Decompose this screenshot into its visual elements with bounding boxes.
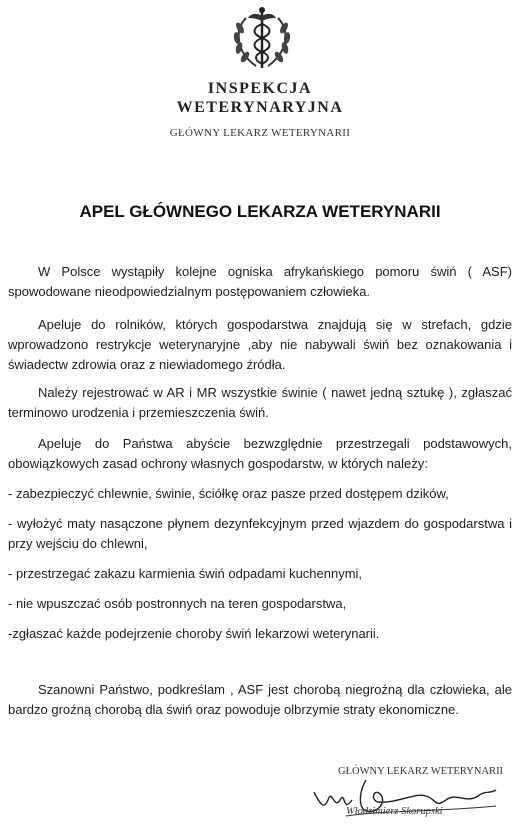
org-subtitle: GŁÓWNY LEKARZ WETERYNARII xyxy=(169,127,351,139)
signatory-name: Włodzimierz Skorupski xyxy=(346,806,443,817)
bullet-item: - wyłożyć maty nasączone płynem dezynfekcyjnym przed wjazdem do gospodarstwa i przy wejściu do chlewni, xyxy=(8,516,512,551)
org-name-line1: INSPEKCJA xyxy=(207,80,313,97)
paragraph-appeal-farmers: Apeluje do rolników, których gospodarstwa znajdują się w strefach, gdzie wprowadzono restrykcje weterynaryjne ,aby nie nabywali świń bez oznakowania i świadectw zdrowia oraz z niewiadomego źródła. xyxy=(8,317,512,372)
bullet-item: - zabezpieczyć chlewnie, świnie, ściółkę oraz pasze przed dostępem dzików, xyxy=(8,486,449,501)
bullet-item: - nie wpuszczać osób postronnych na teren gospodarstwa, xyxy=(8,596,347,611)
paragraph-appeal-rules: Apeluje do Państwa abyście bezwzględnie przestrzegali podstawowych, obowiązkowych zasad ochrony własnych gospodarstw, w których należy: xyxy=(8,436,512,471)
paragraph-registration: Należy rejestrować w AR i MR wszystkie świnie ( nawet jedną sztukę ), zgłaszać terminowo urodzenia i przemieszczenia świń. xyxy=(8,385,512,420)
bullet-item: - przestrzegać zakazu karmienia świń odpadami kuchennymi, xyxy=(8,566,363,581)
org-name-line2: WETERYNARYJNA xyxy=(176,99,344,116)
closing-paragraph: Szanowni Państwo, podkreślam , ASF jest chorobą niegroźną dla człowieka, ale bardzo groźną chorobą dla świń oraz powoduje olbrzymie straty ekonomiczne. xyxy=(8,682,512,717)
bullet-item: -zgłaszać każde podejrzenie choroby świń lekarzowi weterynarii. xyxy=(8,626,380,641)
paragraph-intro: W Polsce wystąpiły kolejne ogniska afrykańskiego pomoru świń ( ASF) spowodowane nieodpowiedzialnym postępowaniem człowieka. xyxy=(8,264,512,299)
signature-rank: GŁÓWNY LEKARZ WETERYNARII xyxy=(338,766,504,777)
letter-title: APEL GŁÓWNEGO LEKARZA WETERYNARII xyxy=(79,202,441,221)
caduceus-emblem-icon xyxy=(226,4,298,76)
